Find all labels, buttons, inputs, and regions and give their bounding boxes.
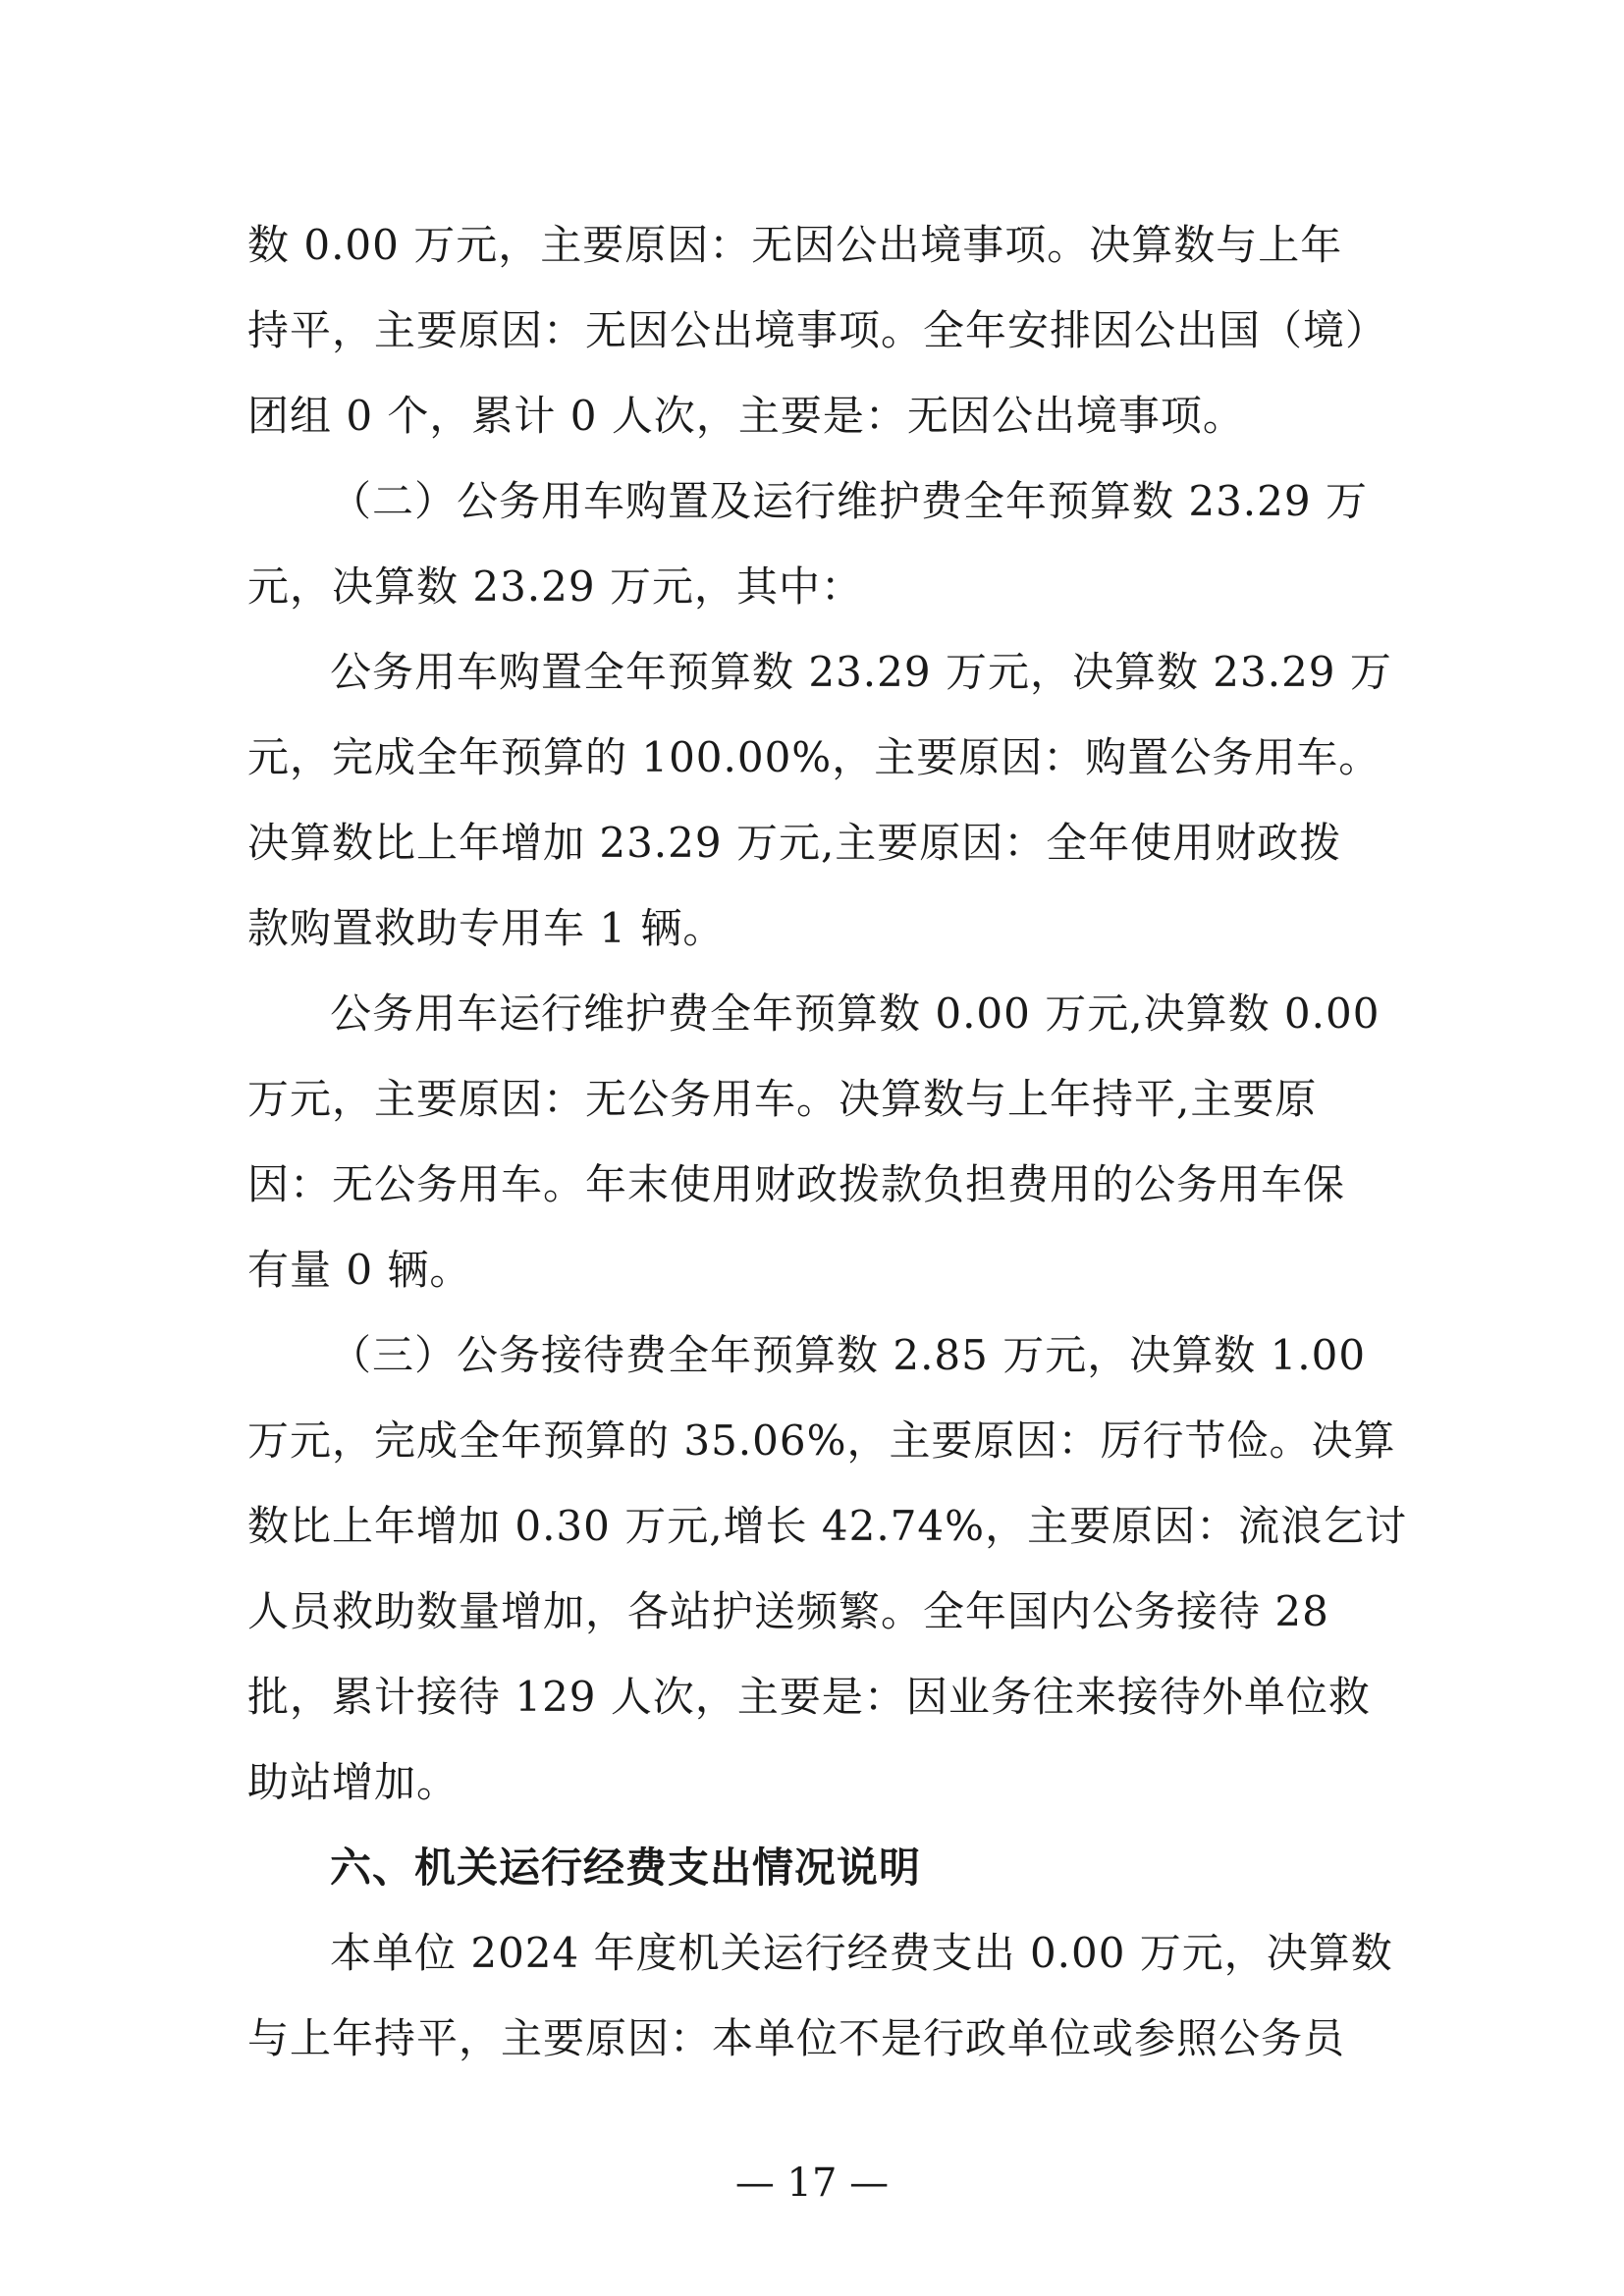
text-line: 持平，主要原因：无因公出境事项。全年安排因公出国（境） bbox=[247, 306, 1388, 354]
text-line: 助站增加。 bbox=[247, 1758, 460, 1806]
text-line: 人员救助数量增加，各站护送频繁。全年国内公务接待 28 bbox=[247, 1587, 1329, 1635]
text-line: （三）公务接待费全年预算数 2.85 万元，决算数 1.00 bbox=[330, 1331, 1367, 1379]
section-heading: 六、机关运行经费支出情况说明 bbox=[330, 1843, 922, 1892]
text-line: 万元，完成全年预算的 35.06%，主要原因：厉行节俭。决算 bbox=[247, 1416, 1396, 1465]
text-line: 数 0.00 万元，主要原因：无因公出境事项。决算数与上年 bbox=[247, 221, 1343, 269]
text-line: 万元，主要原因：无公务用车。决算数与上年持平,主要原 bbox=[247, 1075, 1318, 1123]
text-line: 有量 0 辆。 bbox=[247, 1246, 472, 1294]
text-line: 公务用车运行维护费全年预算数 0.00 万元,决算数 0.00 bbox=[330, 989, 1380, 1038]
text-line: 公务用车购置全年预算数 23.29 万元，决算数 23.29 万 bbox=[330, 648, 1392, 696]
text-line: 与上年持平，主要原因：本单位不是行政单位或参照公务员 bbox=[247, 2014, 1346, 2062]
text-line: 本单位 2024 年度机关运行经费支出 0.00 万元，决算数 bbox=[330, 1929, 1393, 1977]
text-line: 团组 0 个，累计 0 人次，主要是：无因公出境事项。 bbox=[247, 392, 1245, 440]
page-number: — 17 — bbox=[734, 2161, 890, 2206]
text-line: 元，决算数 23.29 万元，其中： bbox=[247, 562, 863, 611]
text-line: 款购置救助专用车 1 辆。 bbox=[247, 904, 726, 952]
text-line: 决算数比上年增加 23.29 万元,主要原因：全年使用财政拨 bbox=[247, 819, 1342, 867]
text-line: 元，完成全年预算的 100.00%，主要原因：购置公务用车。 bbox=[247, 733, 1381, 781]
text-line: 数比上年增加 0.30 万元,增长 42.74%，主要原因：流浪乞讨 bbox=[247, 1502, 1408, 1550]
text-line: （二）公务用车购置及运行维护费全年预算数 23.29 万 bbox=[330, 477, 1368, 525]
text-line: 批，累计接待 129 人次，主要是：因业务往来接待外单位救 bbox=[247, 1673, 1371, 1721]
text-line: 因：无公务用车。年末使用财政拨款负担费用的公务用车保 bbox=[247, 1160, 1346, 1208]
